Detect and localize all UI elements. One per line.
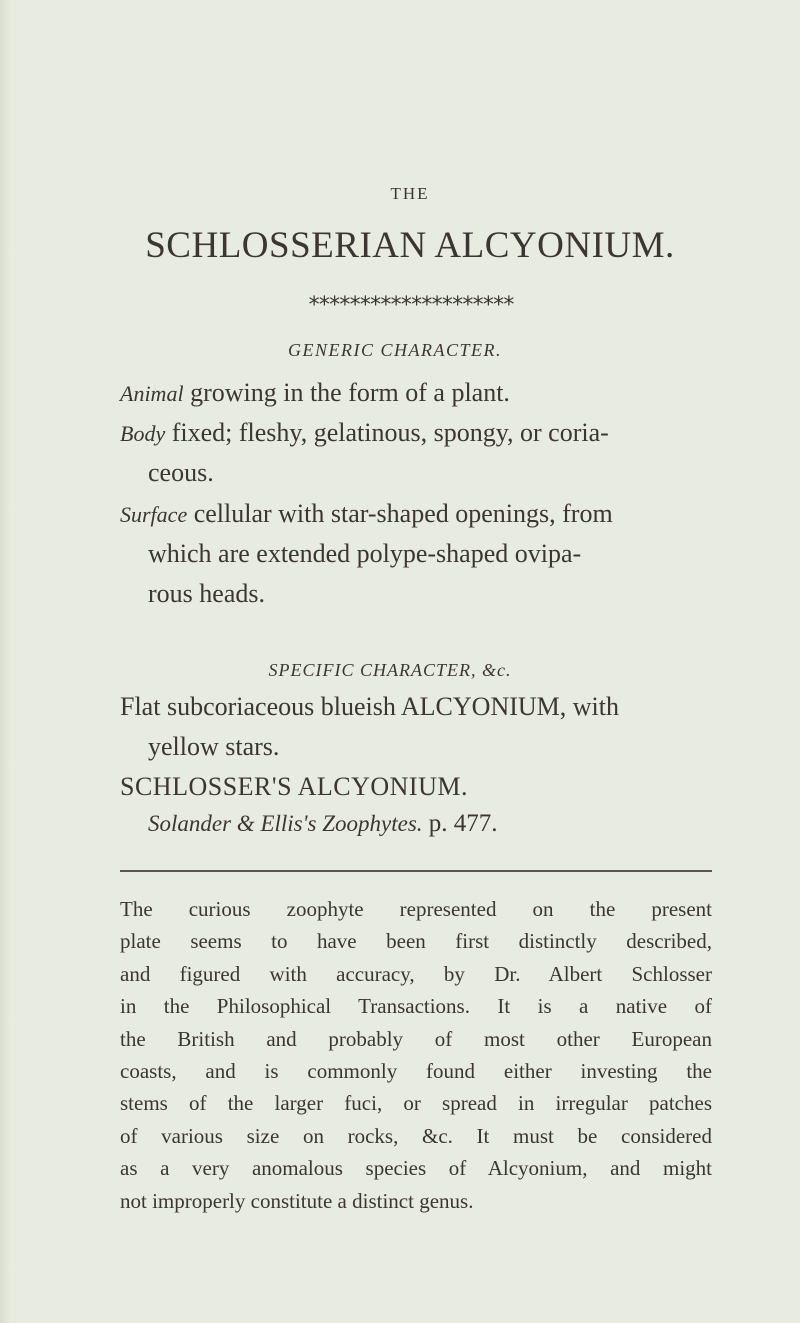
reference-line (148, 810, 498, 838)
body-term: Body (120, 421, 166, 446)
surface-term: Surface (120, 502, 188, 527)
paragraph-line: as a very anomalous species of Alcyonium, and might (120, 1156, 712, 1181)
specific-line-1: Flat subcoriaceous blueish ALCYONIUM, with (120, 692, 620, 721)
surface-text: cellular with star-shaped openings, from (187, 499, 613, 528)
paragraph-line: in the Philosophical Transactions. It is a native of (120, 994, 712, 1019)
animal-line (120, 378, 510, 408)
species-name: SCHLOSSER'S ALCYONIUM. (120, 772, 468, 801)
title-prefix: THE (390, 184, 430, 203)
paragraph-line: plate seems to have been first distinctly described, (120, 929, 712, 954)
animal-text: growing in the form of a plant. (183, 378, 510, 407)
paragraph-line: coasts, and is commonly found either investing the (120, 1059, 712, 1084)
body-line (120, 418, 609, 448)
paragraph-line: the British and probably of most other European (120, 1026, 712, 1051)
star-ornament: ******************** (307, 293, 513, 318)
paragraph-line: stems of the larger fuci, or spread in irregular patches (120, 1091, 712, 1116)
generic-character-heading: GENERIC CHARACTER. (288, 340, 502, 360)
surface-cont-2: rous heads. (148, 579, 265, 608)
body-text: fixed; fleshy, gelatinous, spongy, or coria- (165, 418, 609, 447)
animal-term: Animal (120, 381, 184, 406)
paragraph-line: of various size on rocks, &c. It must be considered (120, 1123, 712, 1148)
body-cont: ceous. (148, 458, 214, 487)
surface-cont-1: which are extended polype-shaped ovipa- (148, 539, 582, 568)
specific-line-2: yellow stars. (148, 732, 280, 761)
paragraph-line: and figured with accuracy, by Dr. Albert Schlosser (120, 961, 712, 986)
reference-source: Solander & Ellis's Zoophytes. (148, 811, 423, 836)
description-paragraph (120, 893, 712, 1217)
surface-line (120, 499, 613, 529)
paragraph-line: not improperly constitute a distinct genus. (120, 1188, 474, 1213)
paragraph-line: The curious zoophyte represented on the present (120, 897, 712, 921)
divider-rule (120, 870, 712, 872)
specific-character-heading: SPECIFIC CHARACTER, &c. (268, 660, 512, 680)
page-title: SCHLOSSERIAN ALCYONIUM. (145, 225, 675, 266)
reference-page: p. 477. (422, 810, 498, 837)
